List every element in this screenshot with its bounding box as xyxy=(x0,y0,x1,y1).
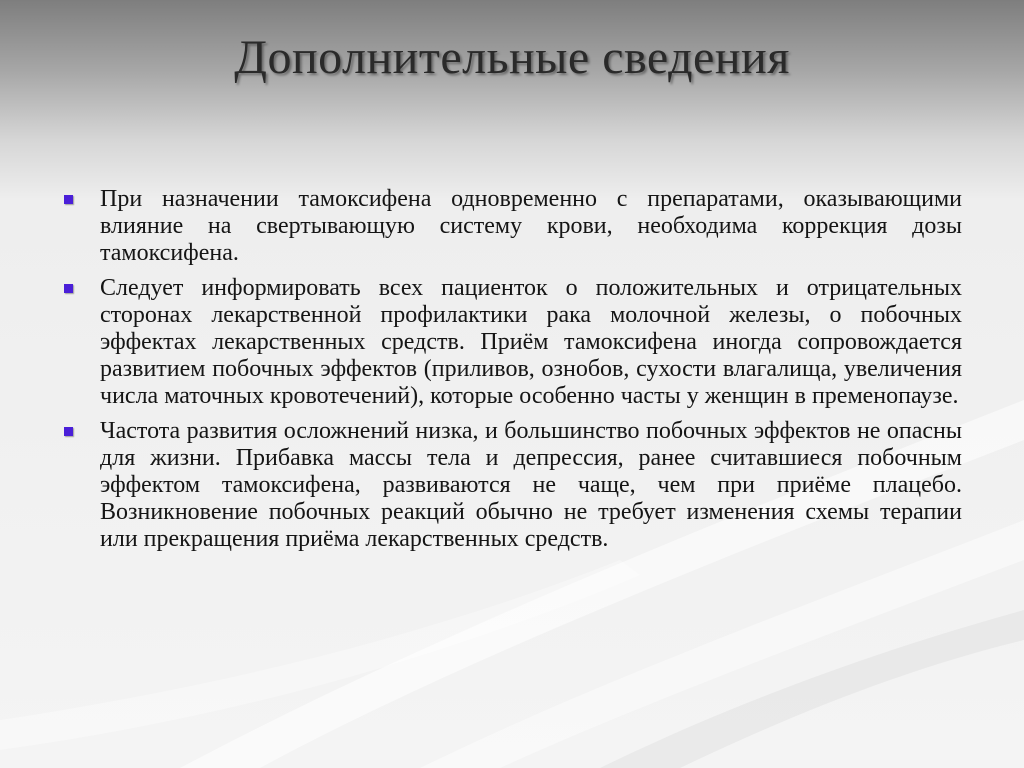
bullet-text: Следует информировать всех пациенток о положительных и отрицательных сторонах лекарственной профилактики рака молочной железы, о побочных эффектах лекарственных средств. Приём тамоксифена иногда сопровождается развитием побочных эффектов (приливов, ознобов, сухости влагалища, увеличения числа маточных кровотечений), которые особенно часты у женщин в пременопаузе. xyxy=(100,275,962,409)
square-bullet-icon xyxy=(64,427,73,436)
bullet-text: Частота развития осложнений низка, и большинство побочных эффектов не опасны для жизни. Прибавка массы тела и депрессия, ранее считавшиеся побочным эффектом тамоксифена, развиваются не чаще, чем при приёме плацебо. Возникновение побочных реакций обычно не требует изменения схемы терапии или прекращения приёма лекарственных средств. xyxy=(100,418,962,552)
bullet-text: При назначении тамоксифена одновременно с препаратами, оказывающими влияние на свертывающую систему крови, необходима коррекция дозы тамоксифена. xyxy=(100,186,962,266)
bullet-item xyxy=(62,418,962,553)
square-bullet-icon xyxy=(64,195,73,204)
bullet-item xyxy=(62,186,962,267)
bullet-list xyxy=(62,186,962,561)
slide-title: Дополнительные сведения xyxy=(234,31,790,84)
bullet-item xyxy=(62,275,962,410)
square-bullet-icon xyxy=(64,284,73,293)
